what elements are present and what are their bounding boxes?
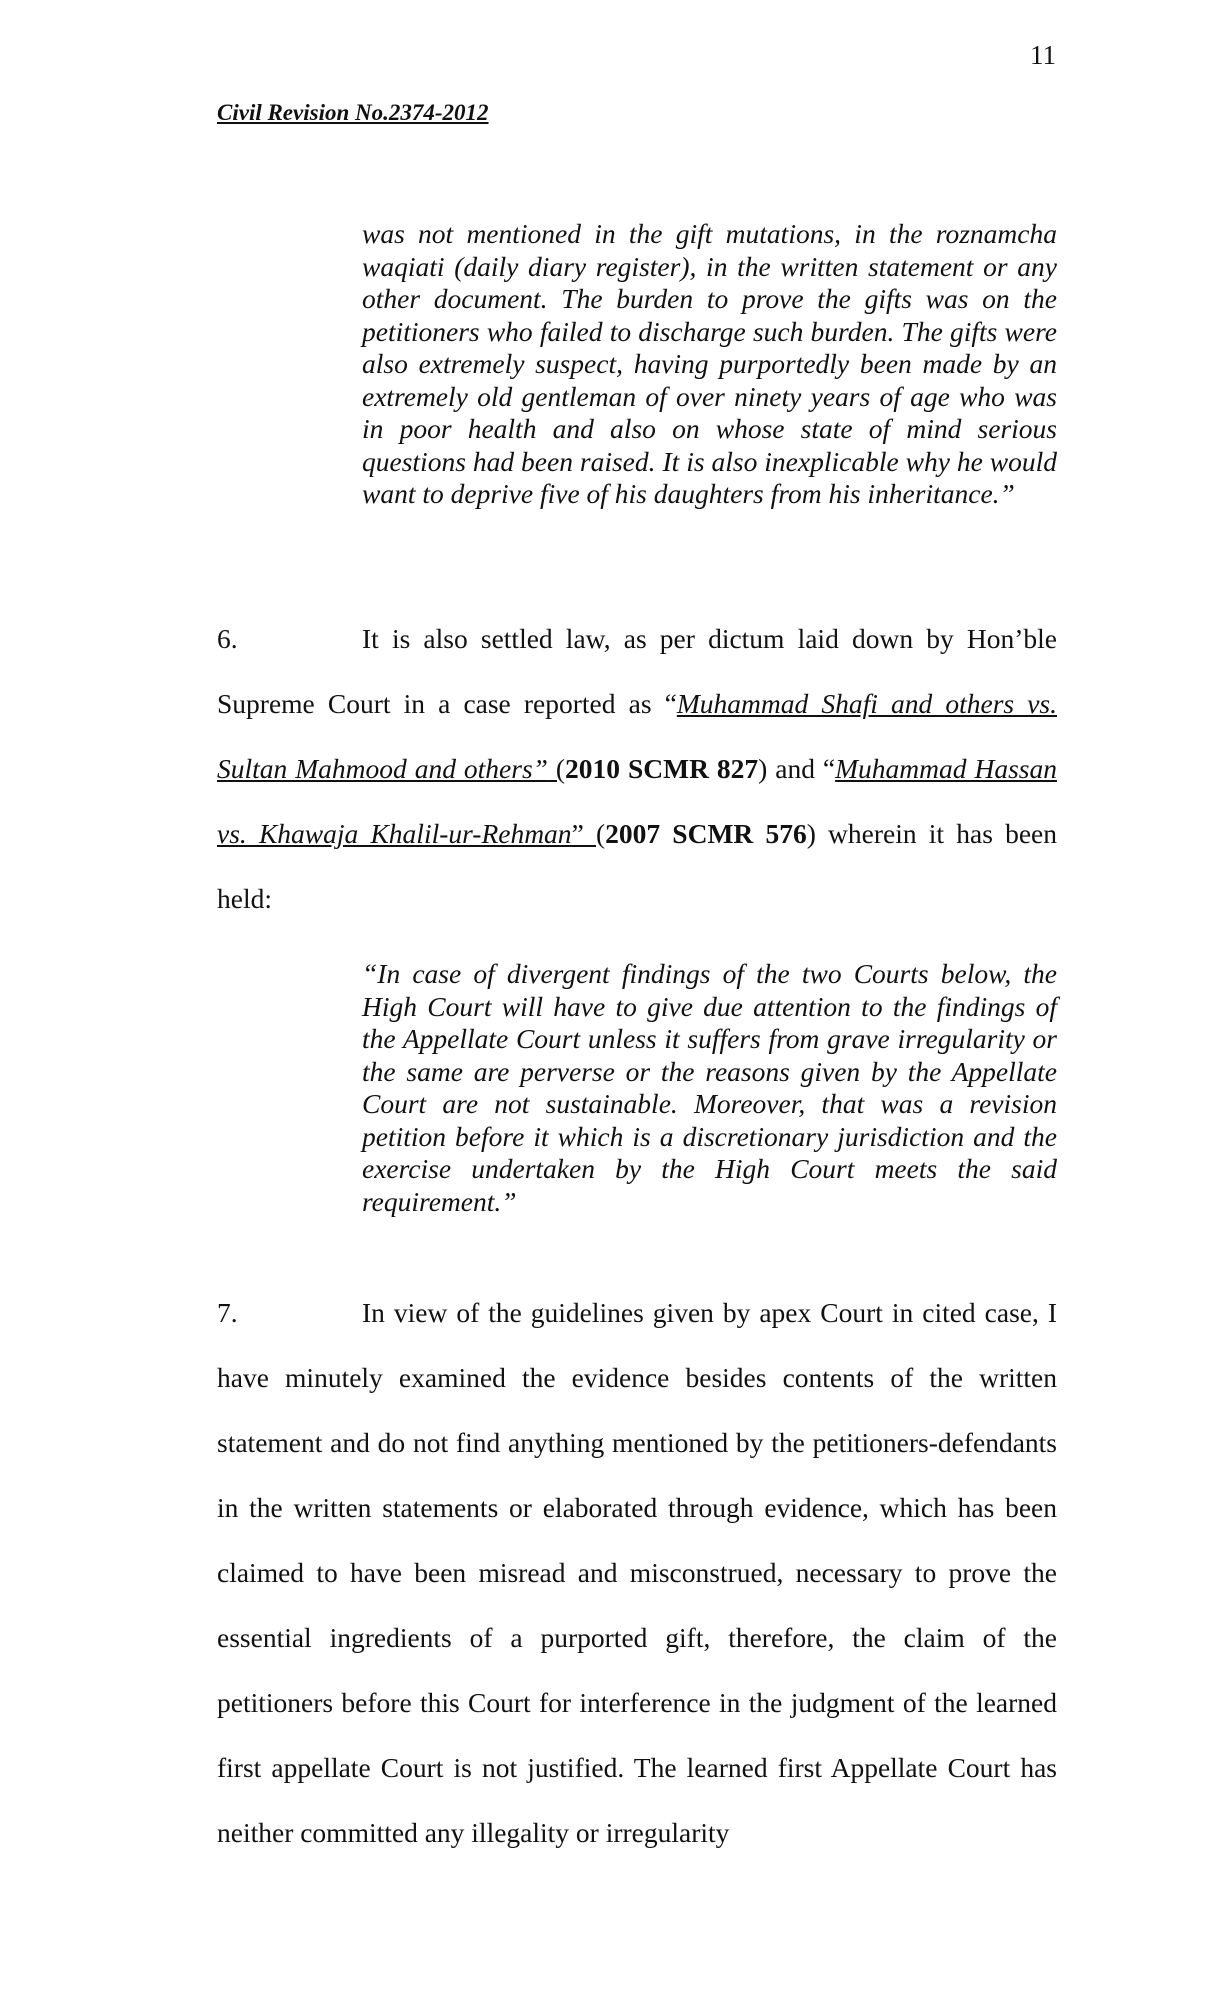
paragraph-number: 6. [217, 623, 238, 654]
paragraph-text: It is also settled law, as per dictum laid down by Hon’ble Supreme Court in a case reported as “ [217, 623, 1057, 719]
paragraph-number: 7. [217, 1297, 238, 1328]
case-citation-2: Muhammad Hassan vs. Khawaja Khalil-ur-Rehman [217, 753, 1057, 849]
quotation-block-1: was not mentioned in the gift mutations, in the roznamcha waqiati (daily diary register), in the written statement or any other document. The burden to prove the gifts was on the petitioners who failed to discharge such burden. The gifts were also extremely suspect, having purportedly been made by an extremely old gentleman of over ninety years of age who was in poor health and also on whose state of mind serious questions had been raised. It is also inexplicable why he would want to deprive five of his daughters from his inheritance.” [362, 218, 1057, 509]
paragraph-text: ) wherein it has been held: [217, 818, 1057, 914]
page-number: 11 [1030, 40, 1056, 70]
paragraph-text: In view of the guidelines given by apex Court in cited case, I have minutely examined the evidence besides contents of the written statement and do not find anything mentioned by the petitioners-defendants in the written statements or elaborated through evidence, which has been claimed to have been misread and misconstrued, necessary to prove the essential ingredients of a purported gift, therefore, the claim of the petitioners before this Court for interference in the judgment of the learned first appellate Court is not justified. The learned first Appellate Court has neither committed any illegality or irregularity [217, 1297, 1057, 1848]
case-header: Civil Revision No.2374-2012 [217, 100, 489, 125]
citation-text: ( [595, 818, 606, 849]
citation-text: ( [547, 753, 566, 784]
citation-reference-2: 2007 SCMR 576 [605, 818, 807, 849]
paragraph-7 [217, 1280, 1057, 1865]
citation-reference-1: 2010 SCMR 827 [565, 753, 759, 784]
paragraph-text: ) and “ [758, 753, 836, 784]
case-citation-1: Muhammad Shafi and others vs. Sultan Mahmood and others” [217, 688, 1057, 784]
citation-text: ” [571, 818, 596, 849]
quotation-block-2: “In case of divergent findings of the two Courts below, the High Court will have to give due attention to the findings of the Appellate Court unless it suffers from grave irregularity or the same are perverse or the reasons given by the Appellate Court are not sustainable. Moreover, that was a revision petition before it which is a discretionary jurisdiction and the exercise undertaken by the High Court meets the said requirement.” [362, 958, 1057, 1217]
paragraph-6 [217, 606, 1057, 931]
